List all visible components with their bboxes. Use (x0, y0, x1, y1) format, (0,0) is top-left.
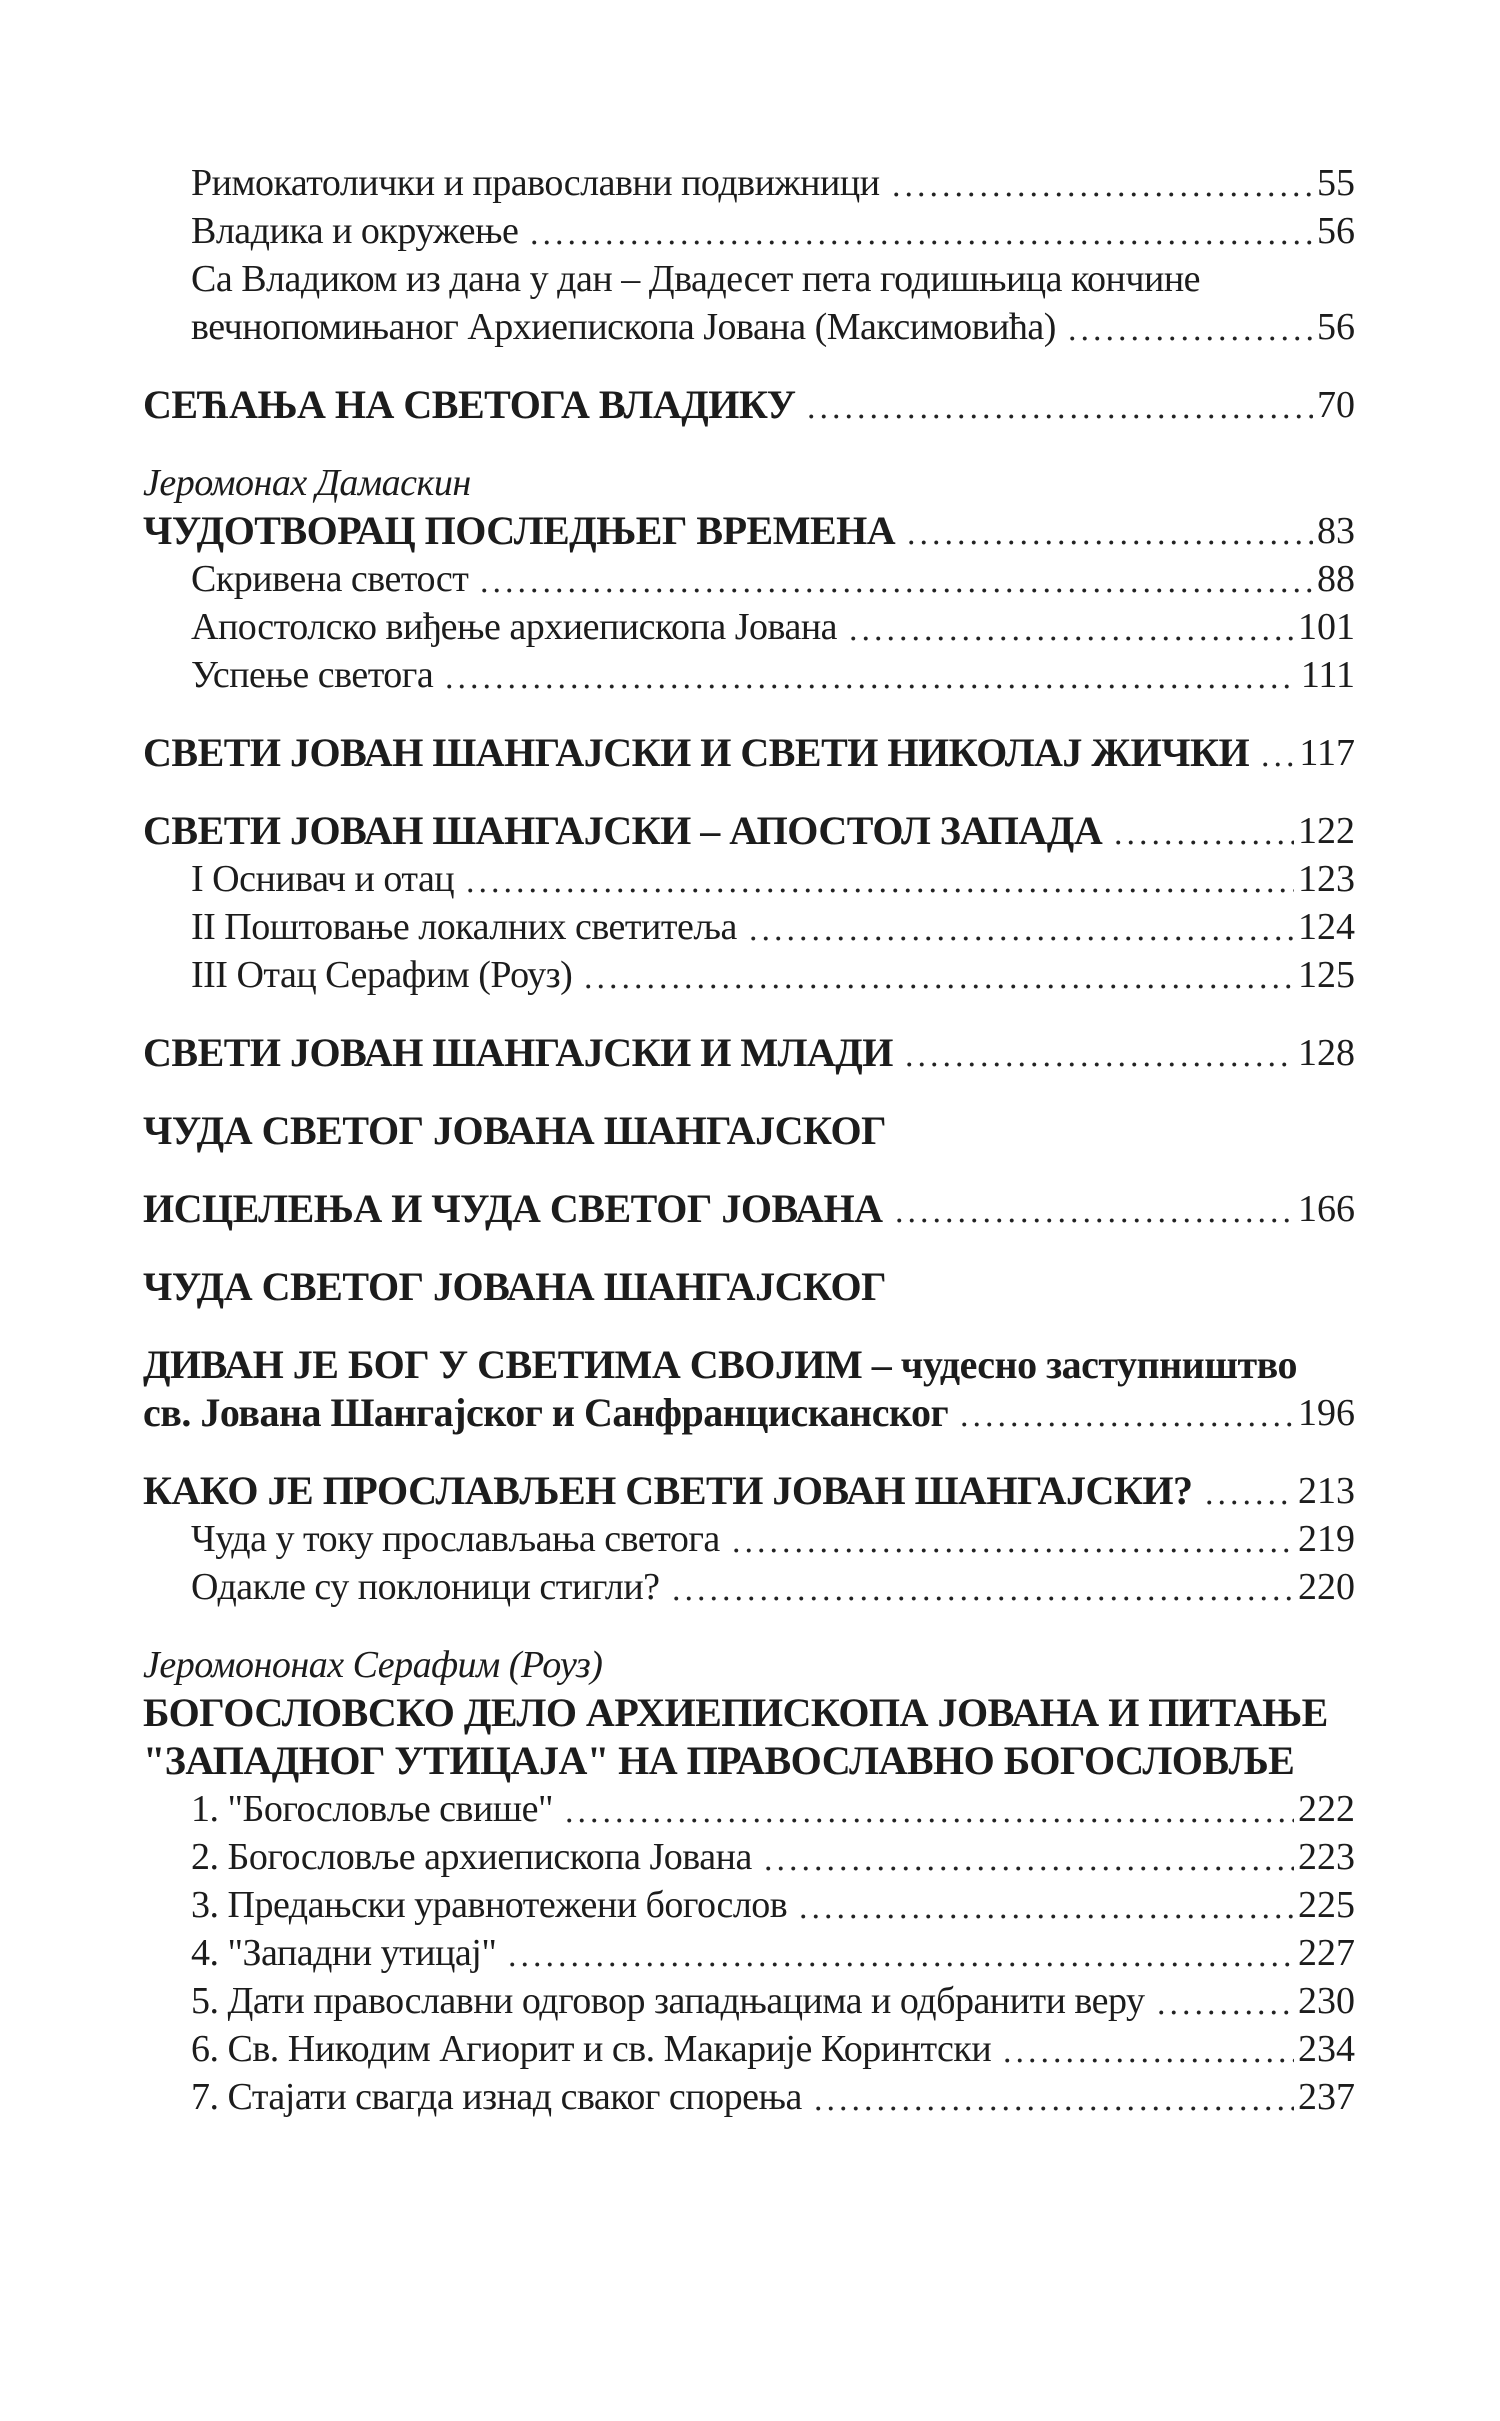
toc-entry-heading (143, 1689, 1355, 1785)
toc-line (143, 1467, 1355, 1515)
toc-entry-heading (143, 1263, 1355, 1311)
page-number: 230 (1298, 1980, 1355, 2022)
toc-line (143, 807, 1355, 855)
toc-entry-sub (143, 1563, 1355, 1611)
toc-entry-title: Владика и окружење (191, 210, 519, 252)
toc-entry-title: Скривена светост (191, 558, 469, 600)
toc-line (191, 2025, 1355, 2073)
toc-line (143, 1737, 1355, 1785)
toc-entry-title: ДИВАН ЈЕ БОГ У СВЕТИМА СВОЈИМ – чудесно заступништво (143, 1342, 1297, 1387)
toc-line (191, 651, 1355, 699)
page-number: 56 (1317, 210, 1355, 252)
toc-line (143, 1689, 1355, 1737)
toc-entry-sub (143, 159, 1355, 207)
toc-entry-sub (143, 603, 1355, 651)
dot-leader (810, 2073, 1294, 2121)
toc-entry-title: СВЕТИ ЈОВАН ШАНГАЈСКИ И СВЕТИ НИКОЛАЈ ЖИЧКИ (143, 730, 1250, 775)
toc-entry-title: Успење светога (191, 654, 434, 696)
toc-entry-sub (143, 555, 1355, 603)
toc-line (191, 951, 1355, 999)
page-number: 55 (1317, 162, 1355, 204)
dot-leader (1110, 807, 1294, 855)
toc-entry-sub (143, 651, 1355, 699)
toc-entry-sub (143, 1785, 1355, 1833)
page-number: 122 (1298, 810, 1355, 852)
toc-author-name: Јеромонах Дамаскин (143, 462, 471, 504)
toc-entry-heading (143, 729, 1355, 777)
toc-entry-heading (143, 1467, 1355, 1515)
dot-leader (668, 1563, 1294, 1611)
toc-line (191, 1881, 1355, 1929)
toc-line (143, 1185, 1355, 1233)
toc-entry-title: 6. Св. Никодим Агиорит и св. Макарије Коринтски (191, 2028, 992, 2070)
toc-entry-heading (143, 507, 1355, 555)
toc-author-name: Јеромононах Серафим (Роуз) (143, 1644, 603, 1686)
page-number: 219 (1298, 1518, 1355, 1560)
toc-entry-heading (143, 1107, 1355, 1155)
toc-entry-title: СВЕТИ ЈОВАН ШАНГАЈСКИ И МЛАДИ (143, 1030, 893, 1075)
page-number: 70 (1317, 384, 1355, 426)
toc-entry-sub (143, 1929, 1355, 1977)
page-number: 222 (1298, 1788, 1355, 1830)
page-number: 227 (1298, 1932, 1355, 1974)
toc-line (143, 729, 1355, 777)
toc-entry-title: 1. "Богословље свише" (191, 1788, 553, 1830)
page-number: 220 (1298, 1566, 1355, 1608)
toc-line (191, 1515, 1355, 1563)
toc-entry-title: 5. Дати православни одговор западњацима и одбранити веру (191, 1980, 1145, 2022)
toc-entry-title: св. Јована Шангајског и Санфранцисканског (143, 1390, 949, 1435)
dot-leader (1064, 303, 1313, 351)
page-number: 117 (1299, 732, 1355, 774)
toc-line (143, 507, 1355, 555)
page-number: 234 (1298, 2028, 1355, 2070)
toc-entry-title: 3. Предањски уравнотежени богослов (191, 1884, 788, 1926)
dot-leader (903, 507, 1313, 555)
toc-entry-author (143, 459, 1355, 507)
toc-entry-sub (143, 1881, 1355, 1929)
toc-line (191, 1563, 1355, 1611)
dot-leader (845, 603, 1294, 651)
toc-entry-title: III Отац Серафим (Роуз) (191, 954, 573, 996)
dot-leader (795, 1881, 1294, 1929)
dot-leader (561, 1785, 1294, 1833)
dot-leader (891, 1185, 1294, 1233)
toc-line (191, 159, 1355, 207)
toc-entry-title: I Оснивач и отац (191, 858, 455, 900)
toc-entry-title: 7. Стајати свагда изнад сваког спорења (191, 2076, 802, 2118)
toc-entry-title: Са Владиком из дана у дан – Двадесет пета годишњица кончине (191, 258, 1201, 300)
page-number: 88 (1317, 558, 1355, 600)
toc-entry-title: БОГОСЛОВСКО ДЕЛО АРХИЕПИСКОПА ЈОВАНА И ПИТАЊЕ (143, 1690, 1328, 1735)
toc-line (143, 1641, 1355, 1689)
toc-entry-heading (143, 1029, 1355, 1077)
dot-leader (760, 1833, 1294, 1881)
dot-leader (803, 381, 1313, 429)
dot-leader (580, 951, 1294, 999)
toc-entry-title: Апостолско виђење архиепископа Јована (191, 606, 838, 648)
toc-entry-sub (143, 2025, 1355, 2073)
toc-line (143, 381, 1355, 429)
toc-line (143, 1263, 1355, 1311)
toc-line (143, 1029, 1355, 1077)
dot-leader (476, 555, 1313, 603)
toc-entry-title: ЧУДОТВОРАЦ ПОСЛЕДЊЕГ ВРЕМЕНА (143, 508, 896, 553)
dot-leader (999, 2025, 1294, 2073)
dot-leader (745, 903, 1294, 951)
toc-entry-sub (143, 903, 1355, 951)
toc-line (191, 855, 1355, 903)
toc-line (143, 1341, 1355, 1389)
page-number: 166 (1298, 1188, 1355, 1230)
page-number: 223 (1298, 1836, 1355, 1878)
toc-line (191, 207, 1355, 255)
toc-line (191, 1929, 1355, 1977)
toc-entry-sub (143, 855, 1355, 903)
toc-line (191, 1785, 1355, 1833)
toc-entry-title: Чуда у току прослављања светога (191, 1518, 720, 1560)
toc-entry-author (143, 1641, 1355, 1689)
page-number: 124 (1298, 906, 1355, 948)
toc-line (191, 603, 1355, 651)
dot-leader (956, 1389, 1294, 1437)
toc-entry-heading (143, 1341, 1355, 1437)
toc-entry-title: КАКО ЈЕ ПРОСЛАВЉЕН СВЕТИ ЈОВАН ШАНГАЈСКИ? (143, 1468, 1193, 1513)
toc-entry-title: Римокатолички и православни подвижници (191, 162, 880, 204)
page-number: 125 (1298, 954, 1355, 996)
dot-leader (462, 855, 1294, 903)
page-number: 111 (1300, 654, 1355, 696)
dot-leader (441, 651, 1297, 699)
dot-leader (888, 159, 1313, 207)
toc-entry-title: 2. Богословље архиепископа Јована (191, 1836, 752, 1878)
dot-leader (1153, 1977, 1294, 2025)
toc-entry-title: СЕЋАЊА НА СВЕТОГА ВЛАДИКУ (143, 382, 796, 427)
toc-entry-sub (143, 1977, 1355, 2025)
toc-entry-sub (143, 951, 1355, 999)
page-number: 237 (1298, 2076, 1355, 2118)
toc-entry-title: СВЕТИ ЈОВАН ШАНГАЈСКИ – АПОСТОЛ ЗАПАДА (143, 808, 1103, 853)
dot-leader (504, 1929, 1294, 1977)
toc-entry-sub (143, 255, 1355, 351)
dot-leader (901, 1029, 1294, 1077)
toc-list (143, 159, 1355, 2121)
toc-line (143, 459, 1355, 507)
toc-line (191, 555, 1355, 603)
toc-line (191, 903, 1355, 951)
toc-line (191, 255, 1355, 303)
toc-entry-title: ЧУДА СВЕТОГ ЈОВАНА ШАНГАЈСКОГ (143, 1108, 887, 1153)
toc-entry-title: Одакле су поклоници стигли? (191, 1566, 660, 1608)
toc-line (191, 2073, 1355, 2121)
toc-line (191, 1833, 1355, 1881)
toc-line (191, 303, 1355, 351)
page-number: 56 (1317, 306, 1355, 348)
toc-entry-heading (143, 381, 1355, 429)
dot-leader (1201, 1467, 1295, 1515)
toc-entry-title: 4. "Западни утицај" (191, 1932, 497, 1974)
toc-entry-sub (143, 1515, 1355, 1563)
page-number: 196 (1298, 1392, 1355, 1434)
dot-leader (1257, 729, 1295, 777)
dot-leader (728, 1515, 1294, 1563)
toc-entry-title: ИСЦЕЛЕЊА И ЧУДА СВЕТОГ ЈОВАНА (143, 1186, 883, 1231)
toc-entry-sub (143, 2073, 1355, 2121)
toc-line (191, 1977, 1355, 2025)
toc-entry-title: ЧУДА СВЕТОГ ЈОВАНА ШАНГАЈСКОГ (143, 1264, 887, 1309)
toc-entry-sub (143, 207, 1355, 255)
toc-entry-title: вечнопомињаног Архиепископа Јована (Максимовића) (191, 306, 1056, 348)
toc-entry-sub (143, 1833, 1355, 1881)
page-number: 213 (1298, 1470, 1355, 1512)
page-number: 225 (1298, 1884, 1355, 1926)
toc-entry-title: II Поштовање локалних светитеља (191, 906, 737, 948)
dot-leader (526, 207, 1313, 255)
page-number: 101 (1298, 606, 1355, 648)
toc-entry-heading (143, 807, 1355, 855)
toc-entry-heading (143, 1185, 1355, 1233)
page-number: 128 (1298, 1032, 1355, 1074)
toc-entry-title: "ЗАПАДНОГ УТИЦАЈА" НА ПРАВОСЛАВНО БОГОСЛОВЉЕ (143, 1738, 1295, 1783)
toc-line (143, 1107, 1355, 1155)
page-number: 123 (1298, 858, 1355, 900)
toc-line (143, 1389, 1355, 1437)
page-number: 83 (1317, 510, 1355, 552)
